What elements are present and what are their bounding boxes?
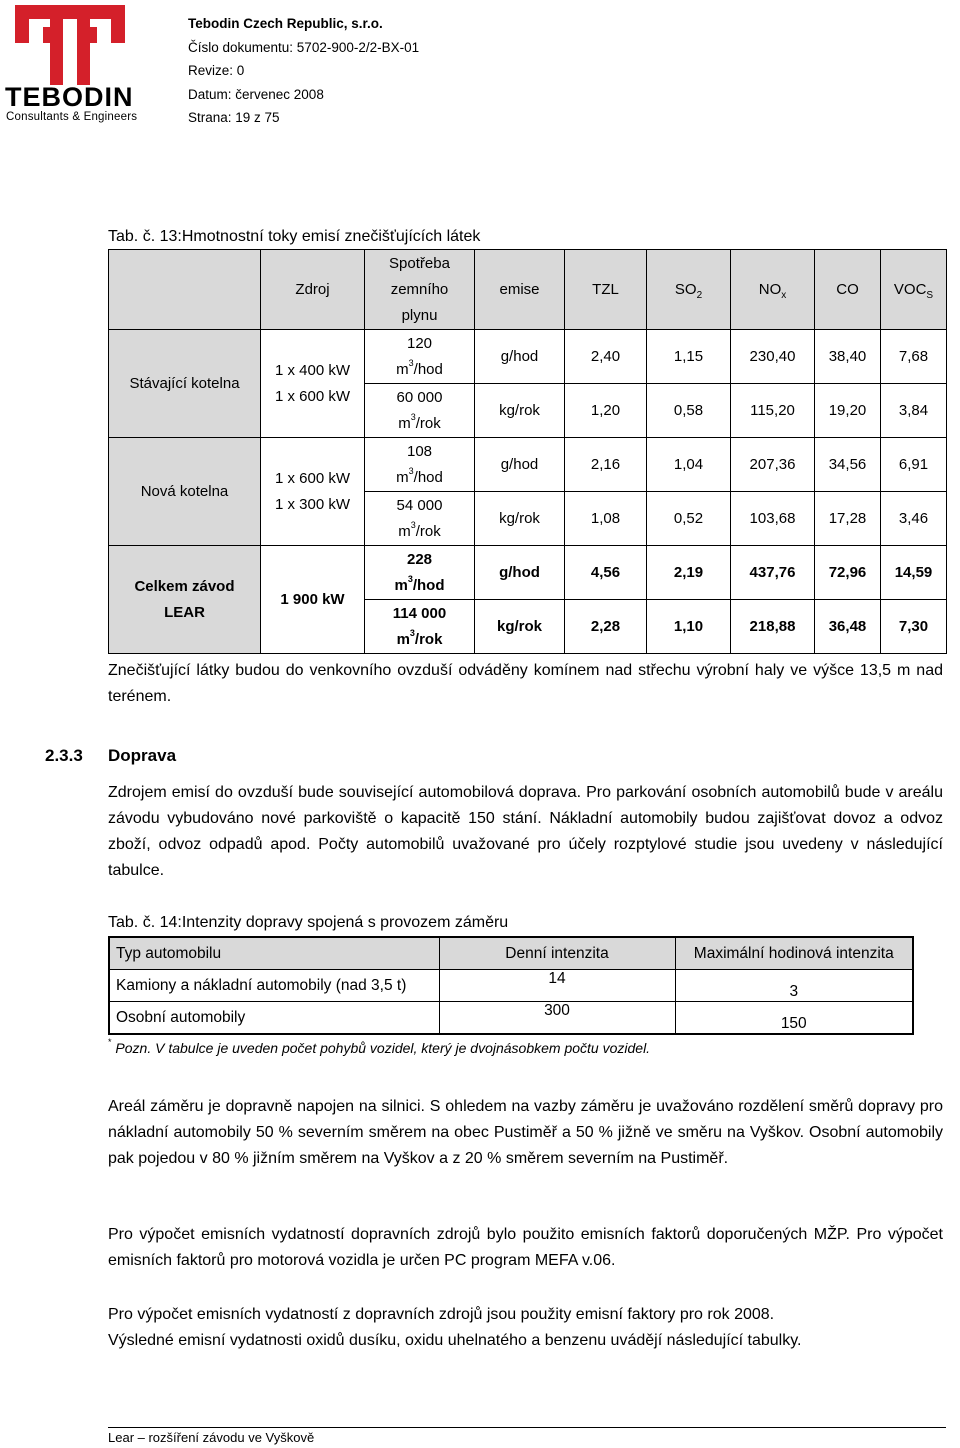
so2-value: 0,52: [647, 492, 731, 546]
table13-caption: Tab. č. 13:Hmotnostní toky emisí znečišťujících látek: [108, 228, 481, 245]
zdroj-cell: 1 x 600 kW 1 x 300 kW: [261, 438, 365, 546]
voc-value: 14,59: [881, 546, 947, 600]
emise-unit: kg/rok: [475, 384, 565, 438]
paragraph-chimney: Znečišťující látky budou do venkovního ovzduší odváděny komínem nad střechu výrobní haly ve výšce 13,5 m nad terénem.: [108, 662, 943, 705]
tzl-value: 1,20: [565, 384, 647, 438]
doc-date: Datum: červenec 2008: [188, 86, 324, 102]
tzl-value: 4,56: [565, 546, 647, 600]
header-zdroj: Zdroj: [261, 250, 365, 330]
paragraph-following-tables: Výsledné emisní vydatnosti oxidů dusíku, oxidu uhelnatého a benzenu uvádějí následující tabulky.: [108, 1332, 802, 1349]
emise-unit: kg/rok: [475, 600, 565, 654]
spotreba-cell: 228 $m^3$/hod: [365, 546, 475, 600]
so2-value: 2,19: [647, 546, 731, 600]
document-header: [188, 12, 419, 130]
note-asterisk: *: [108, 1037, 112, 1047]
zdroj-cell: 1 900 kW: [261, 546, 365, 654]
max-hod-cell: 3: [675, 970, 913, 1002]
header-co: CO: [815, 250, 881, 330]
spotreba-cell: 60 000 $m^3$/rok: [365, 384, 475, 438]
emissions-table: [108, 249, 947, 654]
group-stavajici-kotelna: Stávající kotelna: [109, 330, 261, 438]
doc-number: Číslo dokumentu: 5702-900-2/2-BX-01: [188, 39, 420, 55]
max-hod-cell: 150: [675, 1002, 913, 1035]
paragraph-mefa: Pro výpočet emisních vydatností dopravních zdrojů bylo použito emisních faktorů doporučených MŽP. Pro výpočet emisních faktorů pro motorová vozidla je určen PC program MEFA v.06.: [108, 1226, 943, 1269]
voc-value: 3,84: [881, 384, 947, 438]
paragraph-factors-2008: Pro výpočet emisních vydatností z dopravních zdrojů jsou použity emisní faktory pro rok 2008.: [108, 1306, 775, 1323]
spotreba-cell: 108 $m^3$/hod: [365, 438, 475, 492]
table-header-row: [109, 250, 947, 330]
typ-cell: Osobní automobily: [109, 1002, 439, 1035]
denni-cell: 14: [439, 970, 675, 1002]
tebodin-t-mark: [15, 5, 125, 85]
header-denni: Denní intenzita: [439, 937, 675, 970]
paragraph-routing: Areál záměru je dopravně napojen na silnici. S ohledem na vazby záměru je uvažováno rozdělení směrů dopravy pro nákladní automobily 50 % severním směrem na obec Pustiměř a 50 % jižně ve směru na Vyškov. Osobní automobily pak pojedou v 80 % jižním směrem na Vyškov a z 20 % směrem severním na Pustiměř.: [108, 1098, 943, 1167]
header-tzl: TZL: [565, 250, 647, 330]
co-value: 19,20: [815, 384, 881, 438]
table-header-row: [109, 937, 913, 970]
header-nox: $NO_x$: [731, 250, 815, 330]
co-value: 72,96: [815, 546, 881, 600]
page-number: Strana: 19 z 75: [188, 110, 280, 125]
so2-value: 1,04: [647, 438, 731, 492]
tzl-value: 2,16: [565, 438, 647, 492]
emise-unit: g/hod: [475, 546, 565, 600]
nox-value: 207,36: [731, 438, 815, 492]
footer-rule: [108, 1427, 946, 1428]
table-row: [109, 546, 947, 600]
co-value: 38,40: [815, 330, 881, 384]
nox-value: 218,88: [731, 600, 815, 654]
nox-value: 103,68: [731, 492, 815, 546]
note-text: Pozn. V tabulce je uveden počet pohybů vozidel, který je dvojnásobkem počtu vozidel.: [115, 1040, 651, 1056]
co-value: 17,28: [815, 492, 881, 546]
group-nova-kotelna: Nová kotelna: [109, 438, 261, 546]
table-note: [108, 1037, 651, 1056]
header-voc: $VOC_S$: [881, 250, 947, 330]
section-title: Doprava: [108, 746, 177, 765]
logo-wordmark: TEBODIN: [5, 82, 134, 112]
emise-unit: g/hod: [475, 330, 565, 384]
zdroj-cell: 1 x 400 kW 1 x 600 kW: [261, 330, 365, 438]
group-celkem-zavod: Celkem závod LEAR: [109, 546, 261, 654]
logo-tagline: Consultants & Engineers: [6, 111, 138, 123]
traffic-table: [108, 936, 914, 1035]
tzl-value: 2,28: [565, 600, 647, 654]
header-max-hod: Maximální hodinová intenzita: [675, 937, 913, 970]
header-typ: Typ automobilu: [109, 937, 439, 970]
header-emise: emise: [475, 250, 565, 330]
voc-value: 7,68: [881, 330, 947, 384]
tzl-value: 2,40: [565, 330, 647, 384]
table-row: [109, 1002, 913, 1035]
table-row: [109, 330, 947, 384]
voc-value: 3,46: [881, 492, 947, 546]
footer-text: Lear – rozšíření závodu ve Vyškově: [108, 1430, 315, 1445]
so2-value: 1,15: [647, 330, 731, 384]
paragraph-doprava: Zdrojem emisí do ovzduší bude související automobilová doprava. Pro parkování osobních automobilů bude v areálu závodu vybudováno nové parkoviště o kapacitě 150 stání. Nákladní automobily budou zajišťovat dovoz a odvoz zboží, odvoz odpadů apod. Počty automobilů uvažované pro účely rozptylové studie jsou uvedeny v následující tabulce.: [108, 784, 943, 879]
emise-unit: g/hod: [475, 438, 565, 492]
nox-value: 115,20: [731, 384, 815, 438]
spotreba-cell: 114 000 $m^3$/rok: [365, 600, 475, 654]
spotreba-cell: 54 000 $m^3$/rok: [365, 492, 475, 546]
company-name: Tebodin Czech Republic, s.r.o.: [188, 16, 383, 31]
emise-unit: kg/rok: [475, 492, 565, 546]
header-so2: $SO_2$: [647, 250, 731, 330]
spotreba-cell: 120 $m^3$/hod: [365, 330, 475, 384]
co-value: 34,56: [815, 438, 881, 492]
typ-cell: Kamiony a nákladní automobily (nad 3,5 t): [109, 970, 439, 1002]
empty-header-cell: [109, 250, 261, 330]
section-number: 2.3.3: [45, 746, 83, 765]
nox-value: 230,40: [731, 330, 815, 384]
voc-value: 7,30: [881, 600, 947, 654]
tzl-value: 1,08: [565, 492, 647, 546]
table-row: [109, 970, 913, 1002]
nox-value: 437,76: [731, 546, 815, 600]
revision: Revize: 0: [188, 63, 245, 78]
table14-caption: Tab. č. 14:Intenzity dopravy spojená s provozem záměru: [108, 914, 509, 931]
header-spotreba: Spotřeba zemního plynu: [365, 250, 475, 330]
co-value: 36,48: [815, 600, 881, 654]
so2-value: 1,10: [647, 600, 731, 654]
voc-value: 6,91: [881, 438, 947, 492]
denni-cell: 300: [439, 1002, 675, 1035]
so2-value: 0,58: [647, 384, 731, 438]
table-row: [109, 438, 947, 492]
